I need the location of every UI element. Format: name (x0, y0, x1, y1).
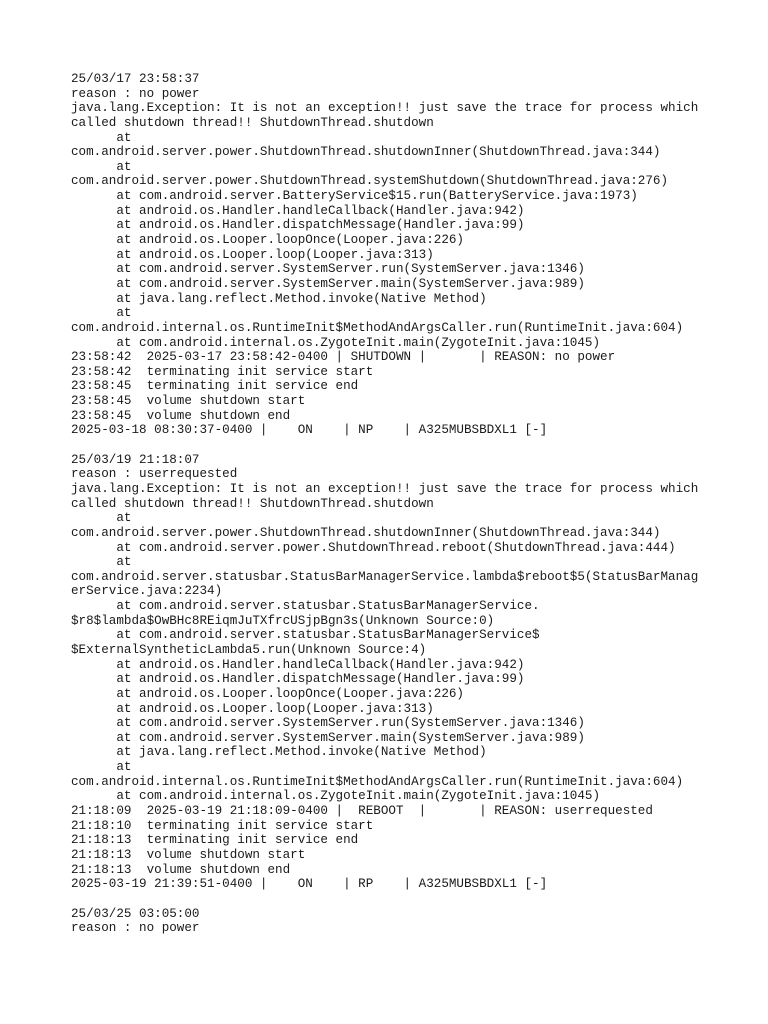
log-line: 23:58:45 volume shutdown end (71, 408, 291, 423)
log-line: com.android.internal.os.RuntimeInit$MethodAndArgsCaller.run(RuntimeInit.java:604) (71, 320, 684, 335)
log-line: reason : no power (71, 86, 200, 101)
log-line: com.android.internal.os.RuntimeInit$MethodAndArgsCaller.run(RuntimeInit.java:604) (71, 774, 684, 789)
log-line: com.android.server.statusbar.StatusBarManagerService.lambda$reboot$5(StatusBarManag (71, 569, 699, 584)
log-line: at java.lang.reflect.Method.invoke(Native Method) (71, 745, 487, 760)
log-line: at android.os.Handler.handleCallback(Handler.java:942) (71, 657, 525, 672)
log-line: at (71, 555, 132, 570)
log-line: 21:18:13 volume shutdown end (71, 862, 291, 877)
log-line: at android.os.Looper.loopOnce(Looper.java:226) (71, 233, 464, 248)
log-line: at android.os.Handler.dispatchMessage(Handler.java:99) (71, 218, 525, 233)
log-line: 21:18:13 terminating init service end (71, 833, 359, 848)
log-line: reason : no power (71, 921, 200, 936)
log-line: at android.os.Looper.loop(Looper.java:313) (71, 247, 434, 262)
log-line: at com.android.server.statusbar.StatusBarManagerService$ (71, 628, 540, 643)
log-line: 21:18:13 volume shutdown start (71, 847, 306, 862)
log-line: reason : userrequested (71, 467, 238, 482)
log-line: at android.os.Handler.dispatchMessage(Handler.java:99) (71, 672, 525, 687)
log-line: 21:18:10 terminating init service start (71, 818, 374, 833)
log-line: called shutdown thread!! ShutdownThread.shutdown (71, 115, 434, 130)
log-line: at com.android.server.power.ShutdownThread.reboot(ShutdownThread.java:444) (71, 540, 676, 555)
log-line: 23:58:45 volume shutdown start (71, 394, 306, 409)
log-line: at java.lang.reflect.Method.invoke(Native Method) (71, 291, 487, 306)
log-line: at com.android.server.SystemServer.main(SystemServer.java:989) (71, 276, 585, 291)
log-line: 23:58:45 terminating init service end (71, 379, 359, 394)
log-line: 25/03/17 23:58:37 (71, 72, 200, 86)
log-line: $r8$lambda$OwBHc8REiqmJuTXfrcUSjpBgn3s(Unknown Source:0) (71, 613, 495, 628)
log-line: $ExternalSyntheticLambda5.run(Unknown Source:4) (71, 642, 427, 657)
log-line: 21:18:09 2025-03-19 21:18:09-0400 | REBOOT | | REASON: userrequested (71, 804, 653, 819)
log-line (71, 892, 761, 907)
log-line: java.lang.Exception: It is not an exception!! just save the trace for process which (71, 101, 699, 116)
log-line: at com.android.server.BatteryService$15.run(BatteryService.java:1973) (71, 189, 638, 204)
log-line: java.lang.Exception: It is not an exception!! just save the trace for process which (71, 481, 699, 496)
log-line: at com.android.server.SystemServer.main(SystemServer.java:989) (71, 730, 585, 745)
log-line: at com.android.internal.os.ZygoteInit.main(ZygoteInit.java:1045) (71, 335, 601, 350)
log-line: at com.android.internal.os.ZygoteInit.main(ZygoteInit.java:1045) (71, 789, 601, 804)
shutdown-log-text (71, 72, 761, 936)
log-line: com.android.server.power.ShutdownThread.systemShutdown(ShutdownThread.java:276) (71, 174, 669, 189)
log-line: 25/03/25 03:05:00 (71, 906, 200, 921)
log-line: called shutdown thread!! ShutdownThread.shutdown (71, 496, 434, 511)
log-line: at (71, 511, 132, 526)
log-line: 2025-03-18 08:30:37-0400 | ON | NP | A325MUBSBDXL1 [-] (71, 423, 548, 438)
log-line: 25/03/19 21:18:07 (71, 452, 200, 467)
log-line: at android.os.Looper.loop(Looper.java:313) (71, 701, 434, 716)
log-line: at (71, 130, 132, 145)
log-line: at com.android.server.SystemServer.run(SystemServer.java:1346) (71, 716, 585, 731)
log-line: 23:58:42 terminating init service start (71, 364, 374, 379)
log-line: com.android.server.power.ShutdownThread.shutdownInner(ShutdownThread.java:344) (71, 145, 661, 160)
log-line: erService.java:2234) (71, 584, 223, 599)
log-line: at (71, 760, 132, 775)
log-line: at com.android.server.SystemServer.run(SystemServer.java:1346) (71, 262, 585, 277)
log-line: at android.os.Handler.handleCallback(Handler.java:942) (71, 203, 525, 218)
log-line: at (71, 306, 132, 321)
log-line (71, 438, 761, 453)
log-line: 2025-03-19 21:39:51-0400 | ON | RP | A325MUBSBDXL1 [-] (71, 877, 548, 892)
log-line: at com.android.server.statusbar.StatusBarManagerService. (71, 599, 540, 614)
log-line: 23:58:42 2025-03-17 23:58:42-0400 | SHUTDOWN | | REASON: no power (71, 350, 616, 365)
log-line: com.android.server.power.ShutdownThread.shutdownInner(ShutdownThread.java:344) (71, 525, 661, 540)
log-line: at android.os.Looper.loopOnce(Looper.java:226) (71, 686, 464, 701)
log-line: at (71, 159, 132, 174)
